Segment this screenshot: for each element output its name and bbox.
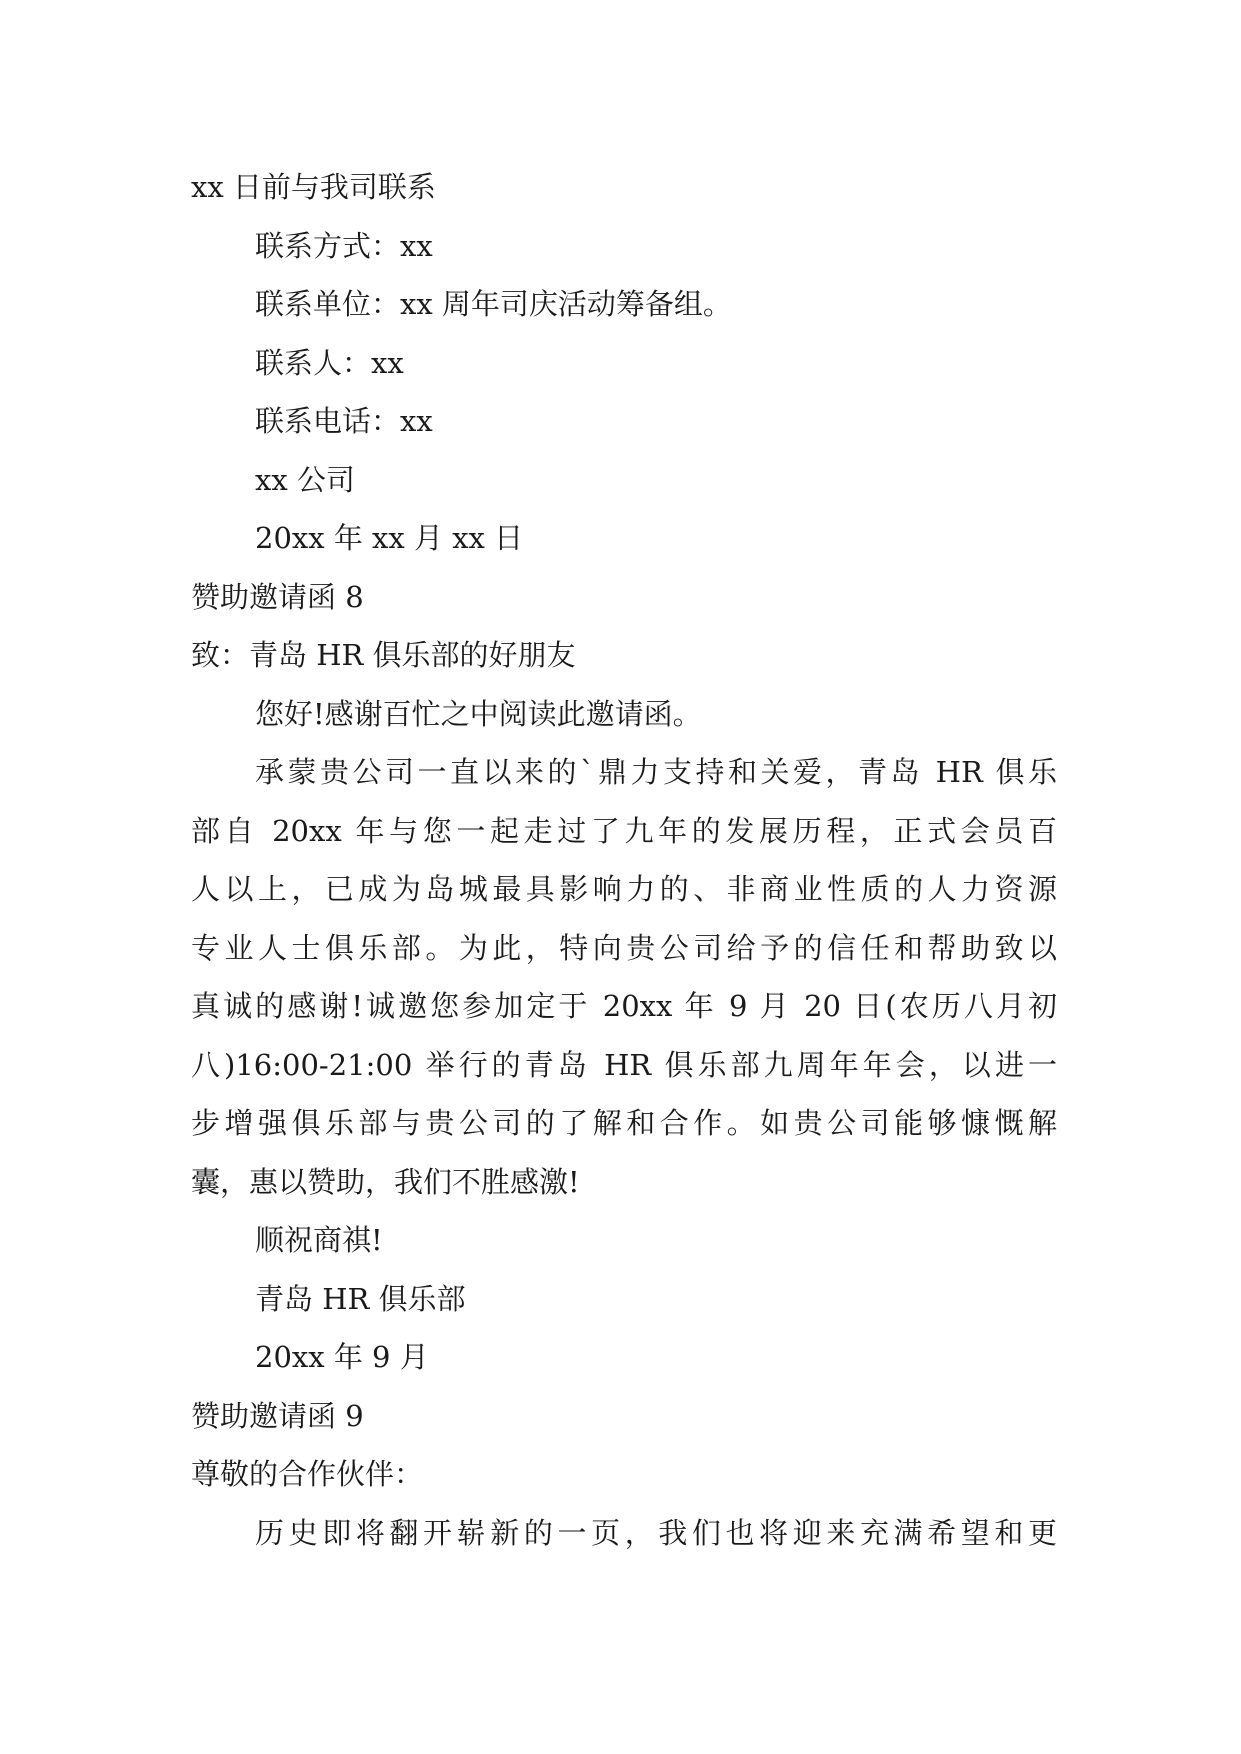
text-line: 20xx 年 9 月 xyxy=(255,1340,429,1374)
text-line: 赞助邀请函 9 xyxy=(191,1398,364,1433)
text-line: 步增强俱乐部与贵公司的了解和合作。如贵公司能够慷慨解 xyxy=(191,1106,1057,1140)
text-line: 囊，惠以赞助，我们不胜感激! xyxy=(191,1164,580,1199)
text-line: 承蒙贵公司一直以来的`鼎力支持和关爱，青岛 HR 俱乐 xyxy=(255,755,1057,789)
text-line: 青岛 HR 俱乐部 xyxy=(255,1281,466,1316)
text-line: 真诚的感谢!诚邀您参加定于 20xx 年 9 月 20 日(农历八月初 xyxy=(191,989,1057,1023)
text-line: 联系方式：xx xyxy=(255,228,433,263)
text-line: 尊敬的合作伙伴： xyxy=(191,1457,424,1491)
text-line: 联系人：xx xyxy=(255,345,404,380)
text-line: 20xx 年 xx 月 xx 日 xyxy=(255,521,524,555)
text-line: 您好!感谢百忙之中阅读此邀请函。 xyxy=(255,696,702,731)
text-line: xx 公司 xyxy=(255,462,355,497)
text-line: 专业人士俱乐部。为此，特向贵公司给予的信任和帮助致以 xyxy=(191,930,1057,965)
text-line: 顺祝商祺! xyxy=(255,1223,383,1257)
text-line: 致：青岛 HR 俱乐部的好朋友 xyxy=(191,638,576,672)
text-line: xx 日前与我司联系 xyxy=(191,170,436,204)
text-line: 联系电话：xx xyxy=(255,404,433,438)
text-line: 人以上，已成为岛城最具影响力的、非商业性质的人力资源 xyxy=(191,872,1057,906)
text-line: 赞助邀请函 8 xyxy=(191,579,364,614)
text-line: 历史即将翻开崭新的一页，我们也将迎来充满希望和更 xyxy=(255,1515,1057,1550)
text-line: 八)16:00-21:00 举行的青岛 HR 俱乐部九周年年会，以进一 xyxy=(191,1047,1057,1082)
text-line: 联系单位：xx 周年司庆活动筹备组。 xyxy=(255,287,732,321)
document-body xyxy=(191,158,1057,1562)
text-line: 部自 20xx 年与您一起走过了九年的发展历程，正式会员百 xyxy=(191,813,1057,848)
